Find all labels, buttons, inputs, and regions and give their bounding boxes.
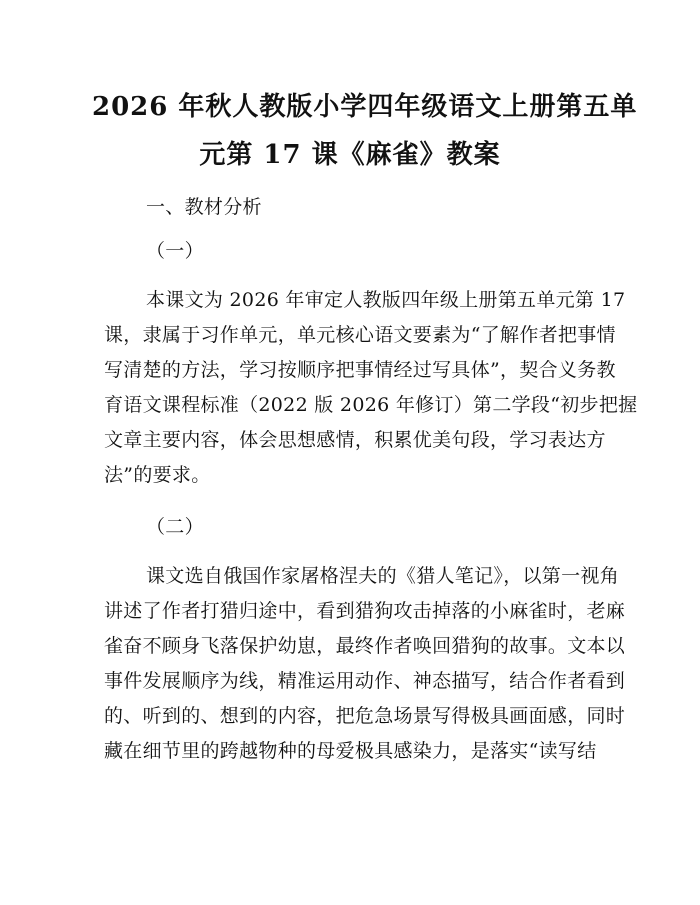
paragraph-2-line: 的、听到的、想到的内容，把危急场景写得极具画面感，同时	[104, 705, 626, 727]
document-title-line-2: 元第 17 课《麻雀》教案	[199, 140, 501, 170]
paragraph-1-line: 课，隶属于习作单元，单元核心语文要素为“了解作者把事情	[104, 324, 616, 346]
paragraph-2-line: 雀奋不顾身飞落保护幼崽，最终作者唤回猎狗的故事。文本以	[104, 635, 626, 657]
section-heading: 一、教材分析	[146, 196, 262, 218]
paragraph-1-line: 本课文为 2026 年审定人教版四年级上册第五单元第 17	[146, 289, 626, 311]
document-title-line-1: 2026 年秋人教版小学四年级语文上册第五单	[92, 92, 638, 122]
subsection-label-2: （二）	[146, 516, 204, 538]
paragraph-2-line: 藏在细节里的跨越物种的母爱极具感染力，是落实“读写结	[104, 740, 597, 762]
paragraph-2-line: 课文选自俄国作家屠格涅夫的《猎人笔记》，以第一视角	[146, 565, 620, 587]
paragraph-1-line: 法”的要求。	[104, 464, 211, 486]
paragraph-2-line: 讲述了作者打猎归途中，看到猎狗攻击掉落的小麻雀时，老麻	[104, 600, 626, 622]
paragraph-2-line: 事件发展顺序为线，精准运用动作、神态描写，结合作者看到	[104, 670, 626, 692]
paragraph-1-line: 育语文课程标准（2022 版 2026 年修订）第二学段“初步把握	[104, 394, 638, 416]
paragraph-1-line: 文章主要内容，体会思想感情，积累优美句段，学习表达方	[104, 429, 606, 451]
paragraph-1-line: 写清楚的方法，学习按顺序把事情经过写具体”，契合义务教	[104, 359, 616, 381]
subsection-label-1: （一）	[146, 240, 204, 262]
